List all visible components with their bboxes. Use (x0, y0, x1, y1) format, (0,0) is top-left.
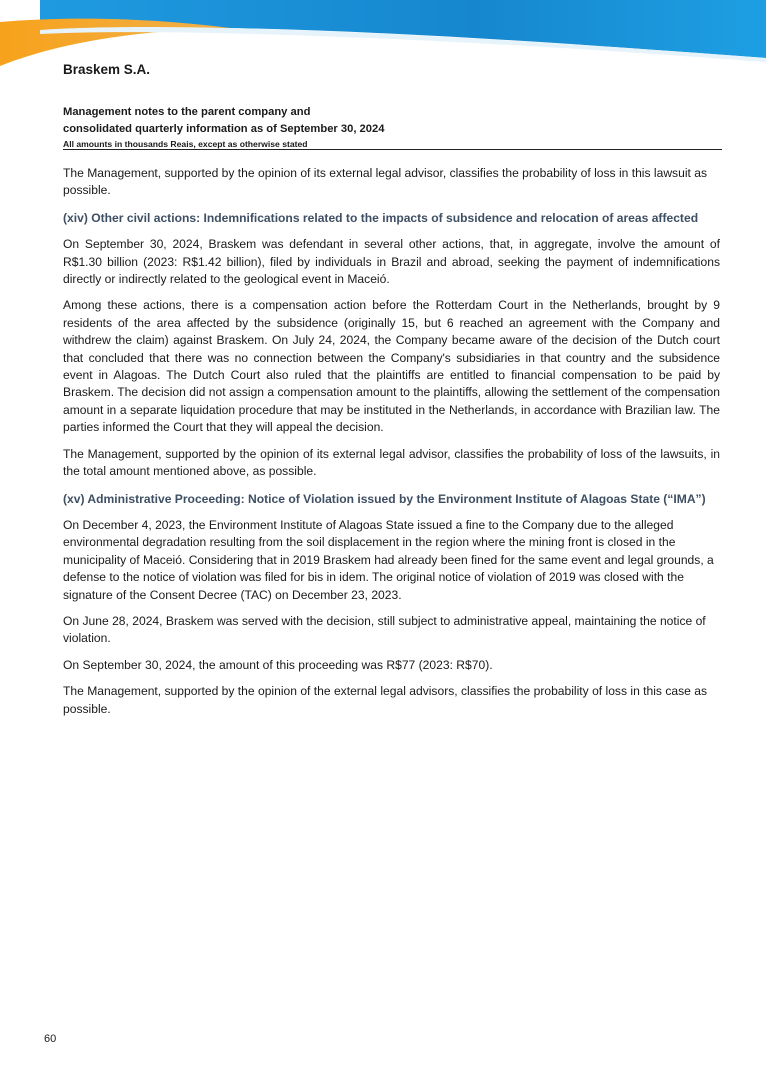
paragraph-management-opinion-2: The Management, supported by the opinion of its external legal advisor, classifies the probability of loss of the lawsuits, in the total amount mentioned above, as possible. (63, 446, 720, 479)
paragraph-rotterdam-court: Among these actions, there is a compensation action before the Rotterdam Court in the Netherlands, brought by 9 residents of the area affected by the subsidence (originally 15, but 6 reached an agreement with the Company and withdrew the claim) against Braskem. On July 24, 2024, the Company became aware of the decision of the Dutch court that concluded that there was no connection between the Company's subsidiaries in that country and the subsidence event in Alagoas. The Dutch Court also ruled that the plaintiffs are entitled to financial compensation to be paid by Braskem. The decision did not assign a compensation amount to the plaintiffs, allowing the settlement of the compensation amount in a separate liquidation procedure that may be instituted in the Netherlands, in accordance with Brazilian law. The parties informed the Court that they will appeal the decision. (63, 298, 720, 435)
company-name: Braskem S.A. (63, 62, 151, 77)
document-title-line-1: Management notes to the parent company and (63, 106, 311, 118)
section-heading-xv: (xv) Administrative Proceeding: Notice of Violation issued by the Environment Institute of Alagoas State (“IMA”) (63, 491, 706, 506)
page-header (63, 60, 722, 150)
document-subtitle: All amounts in thousands Reais, except as otherwise stated (63, 139, 308, 149)
paragraph-management-opinion-3: The Management, supported by the opinion of the external legal advisors, classifies the probability of loss in this case as possible. (63, 684, 708, 716)
section-heading-xiv: (xiv) Other civil actions: Indemnifications related to the impacts of subsidence and relocation of areas affected (63, 210, 699, 225)
page-number: 60 (44, 1033, 57, 1045)
document-body (63, 165, 720, 727)
header-divider (63, 149, 722, 150)
paragraph-ima-fine: On December 4, 2023, the Environment Institute of Alagoas State issued a fine to the Company due to the alleged environmental degradation resulting from the soil displacement in the region where the mining front is closed in the municipality of Maceió. Considering that in 2019 Braskem had already been fined for the same event and legal grounds, a defense to the notice of violation was filed for bis in idem. The original notice of violation of 2019 was closed with the signature of the Consent Decree (TAC) on December 23, 2023. (63, 517, 714, 602)
paragraph-proceeding-amount: On September 30, 2024, the amount of this proceeding was R$77 (2023: R$70). (63, 657, 493, 672)
banner-orange-band (0, 19, 230, 66)
document-title-line-2: consolidated quarterly information as of September 30, 2024 (63, 123, 385, 135)
paragraph-decision-served: On June 28, 2024, Braskem was served with the decision, still subject to administrative appeal, maintaining the notice of violation. (63, 613, 706, 646)
paragraph-management-opinion-1: The Management, supported by the opinion of its external legal advisor, classifies the probability of loss in this lawsuit as possible. (63, 166, 708, 198)
paragraph-other-civil-actions: On September 30, 2024, Braskem was defendant in several other actions, that, in aggregate, involve the amount of R$1.30 billion (2023: R$1.42 billion), filed by individuals in Brazil and abroad, seeking the payment of indemnifications directly or indirectly related to the geological event in Maceió. (63, 237, 720, 287)
